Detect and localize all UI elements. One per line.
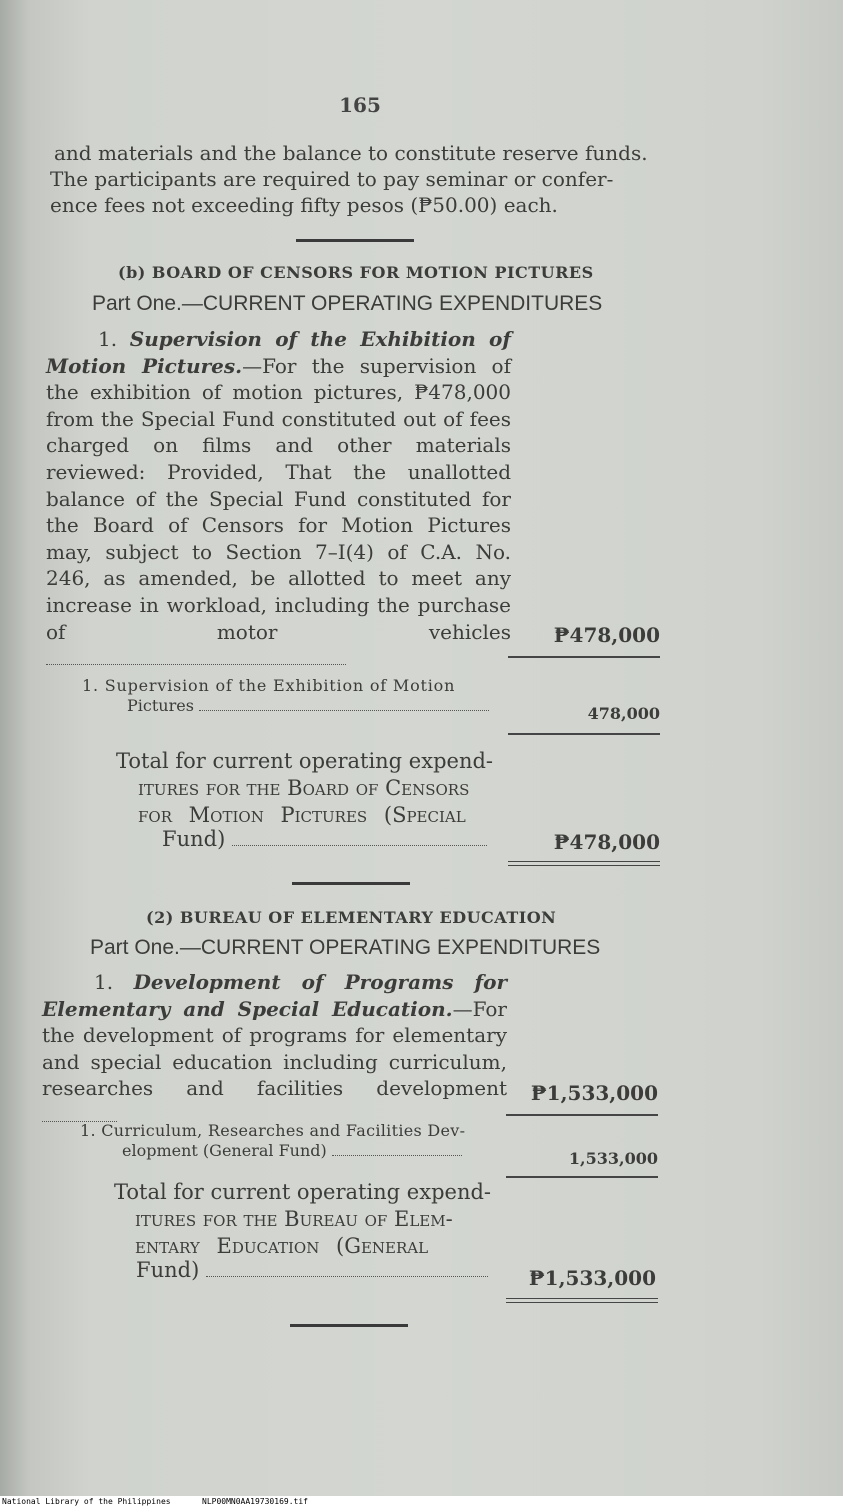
total-line (138, 802, 466, 829)
amount-rule (506, 1114, 658, 1116)
total-text: for Motion Pictures (Special (138, 803, 466, 827)
scan-footer (0, 1496, 843, 1508)
program-amount: ₱1,533,000 (530, 1081, 658, 1105)
total-text: Fund) (136, 1258, 200, 1282)
amount-rule (508, 656, 660, 658)
total-text: itures for the Board of Censors (138, 776, 470, 800)
budget-item-line (122, 1141, 462, 1161)
total-line (138, 775, 469, 802)
total-text: Fund) (162, 827, 226, 851)
program-text: —For the supervision of the exhibition of motion pictures, ₱478,000 from the Special Fund constituted out of fees charged on films and other materials reviewed: Provided, That the unallotted balance of the Special Fund constituted for the Board of Censors for Motion Pictures may, subject to Section 7–I(4) of C.A. No. 246, as amended, be allotted to meet any increase in workload, including the purchase of motor vehicles (46, 353, 511, 644)
section-separator (292, 882, 410, 885)
total-line (135, 1206, 453, 1233)
program-title: Development of Programs for Elementary and Special Education. (42, 970, 507, 1021)
program-text: —For the development of programs for elementary and special education including curriculum, researches and facilities development (42, 996, 507, 1101)
double-rule (506, 1298, 658, 1299)
program-title: Supervision of the Exhibition of Motion Pictures. (46, 327, 512, 378)
total-line: Total for current operating expend- (114, 1180, 492, 1204)
budget-item-line: 1. Curriculum, Researches and Facilities Dev- (80, 1121, 466, 1140)
budget-item-line (127, 696, 489, 716)
footer-source: National Library of the Philippines (2, 1497, 171, 1506)
section-heading: (2) BUREAU OF ELEMENTARY EDUCATION (146, 908, 557, 927)
page-number: 165 (339, 93, 381, 117)
double-rule (508, 865, 660, 866)
program-number: 1. (98, 327, 118, 351)
double-rule (506, 1302, 658, 1303)
total-line: Total for current operating expend- (116, 749, 494, 773)
program-description (46, 326, 511, 672)
part-heading (92, 292, 602, 316)
footer-file: NLP00MN0AA19730169.tif (202, 1497, 308, 1506)
section-separator (296, 239, 414, 242)
amount-rule (506, 1176, 658, 1178)
budget-item-line: 1. Supervision of the Exhibition of Motion (82, 676, 456, 695)
total-line (135, 1233, 428, 1260)
leader-dots (332, 1141, 462, 1156)
section-separator (290, 1324, 408, 1327)
total-line (162, 826, 487, 853)
part-heading-text: Part One.—CURRENT OPERATING EXPENDITURES (92, 292, 603, 315)
total-line (136, 1257, 488, 1284)
intro-line: and materials and the balance to constitute reserve funds. (54, 141, 648, 165)
leader-dots (232, 831, 487, 846)
intro-line: ence fees not exceeding fifty pesos (₱50.00) each. (50, 193, 558, 217)
program-description (42, 969, 507, 1129)
leader-dots (199, 696, 489, 711)
leader-dots (42, 1107, 117, 1122)
total-amount: ₱1,533,000 (528, 1266, 656, 1290)
program-amount: ₱478,000 (553, 623, 660, 647)
total-text: itures for the Bureau of Elem- (135, 1207, 453, 1231)
double-rule (508, 861, 660, 862)
leader-dots (206, 1262, 488, 1277)
leader-dots (46, 650, 346, 665)
program-number: 1. (94, 970, 114, 994)
item-amount: 478,000 (587, 704, 660, 723)
item-amount: 1,533,000 (568, 1149, 658, 1168)
part-heading-text: Part One.—CURRENT OPERATING EXPENDITURES (90, 936, 601, 959)
budget-item-text: Pictures (127, 696, 194, 715)
total-amount: ₱478,000 (553, 830, 660, 854)
section-heading: (b) BOARD OF CENSORS FOR MOTION PICTURES (118, 263, 594, 282)
total-text: entary Education (General (135, 1234, 429, 1258)
amount-rule (508, 733, 660, 735)
intro-line: The participants are required to pay seminar or confer- (50, 167, 614, 191)
part-heading (90, 936, 600, 960)
budget-item-text: elopment (General Fund) (122, 1141, 327, 1160)
